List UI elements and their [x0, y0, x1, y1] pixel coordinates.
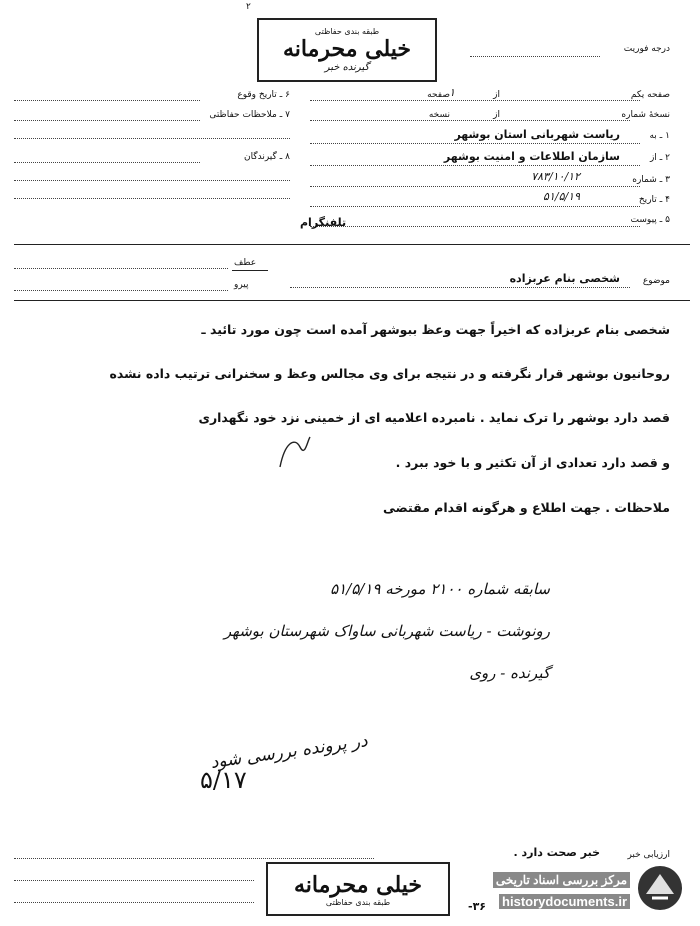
from-label: ۲ ـ از: [649, 153, 670, 163]
from-line: [310, 165, 640, 166]
subject-value: شخصی بنام عربزاده: [509, 272, 620, 285]
stamp-top-main: خیلی محرمانه: [282, 36, 412, 62]
priority-line: [470, 56, 600, 57]
number-line: [310, 186, 640, 187]
page-line: [310, 100, 640, 101]
copy-from-label: از: [493, 110, 500, 120]
field-8-label: ۸ ـ گیرندگان: [243, 152, 290, 162]
stamp-bottom-sub: طبقه بندی حفاظتی: [325, 897, 391, 907]
field-8-line-3: [14, 198, 290, 199]
priority-label: درجه فوریت: [623, 44, 670, 54]
field-8-line-2: [14, 180, 290, 181]
header-divider: [14, 244, 690, 245]
stamp-top-sub: طبقه بندی حفاظتی: [314, 27, 380, 36]
body-line-1: شخصی بنام عربزاده که اخیراً جهت وعظ ببوشهر آمده است چون مورد تائید ـ: [201, 322, 670, 337]
field-8-line: [14, 162, 200, 163]
filing-divider: [232, 270, 268, 271]
classification-stamp-top: [257, 18, 437, 82]
number-label: ۳ ـ شماره: [632, 175, 670, 185]
date-label: ۴ ـ تاریخ: [638, 195, 670, 205]
copy-number-label: نسخهٔ شماره: [621, 110, 670, 120]
handwritten-line-1: سابقه شماره ۲۱۰۰ مورخه ۵۱/۵/۱۹: [330, 580, 550, 598]
evaluation-label: ارزیابی خبر: [627, 850, 670, 860]
handwritten-line-3: گیرنده - روی: [469, 664, 550, 682]
page-word-label: صفحه: [427, 90, 450, 100]
subject-divider: [14, 300, 690, 301]
field-6-label: ۶ ـ تاریخ وقوع: [237, 90, 290, 100]
top-mark: ۲: [246, 2, 251, 12]
watermark: [436, 858, 688, 916]
attachment-line: [310, 226, 640, 227]
subject-label: موضوع: [642, 276, 670, 286]
evaluation-value: خبر صحت دارد .: [513, 846, 600, 859]
date-value: ۵۱/۵/۱۹: [543, 190, 580, 203]
filing-follow-label: پیرو: [234, 280, 249, 290]
number-value: ۷۸۳/۱۰/۱۲: [531, 170, 580, 183]
date-line: [310, 206, 640, 207]
evaluation-line: [14, 858, 374, 859]
to-label: ۱ ـ به: [649, 131, 670, 141]
body-line-3: قصد دارد بوشهر را ترک نماید . نامبرده اعلامیه ای از خمینی نزد خود نگهداری: [198, 410, 670, 425]
field-7-line: [14, 120, 200, 121]
page-from-label: از: [493, 90, 500, 100]
to-line: [310, 143, 640, 144]
stamp-top-handwritten: گیرنده خبر: [324, 62, 370, 73]
copy-word-label: نسخه: [428, 110, 450, 120]
watermark-url: historydocuments.ir: [499, 894, 630, 909]
handwritten-scribble: [275, 432, 315, 472]
subject-line: [290, 287, 630, 288]
from-value: سازمان اطلاعات و امنیت بوشهر: [443, 150, 620, 163]
filing-ref-line: [14, 268, 228, 269]
footer-line-2: [14, 880, 254, 881]
body-line-2: روحانیون بوشهر قرار نگرفته و در نتیجه برای وی مجالس وعظ و سخنرانی ترتیب داده نشده: [109, 366, 670, 381]
body-line-5: ملاحظات . جهت اطلاع و هرگونه اقدام مقتضی: [383, 500, 670, 515]
filing-follow-line: [14, 290, 228, 291]
footer-number: -۳۶: [468, 900, 486, 913]
document-type: تلفنگرام: [300, 216, 347, 229]
stamp-bottom-main: خیلی محرمانه: [293, 871, 423, 898]
page-count-handwritten: ۱: [449, 86, 455, 99]
watermark-title: مرکز بررسی اسناد تاریخی: [493, 872, 630, 888]
field-7-label: ۷ ـ ملاحظات حفاظتی: [209, 110, 290, 120]
page-one-label: صفحه یکم: [630, 90, 670, 100]
attachment-label: ۵ ـ پیوست: [630, 215, 670, 225]
copy-line: [310, 120, 630, 121]
filing-ref-label: عطف: [234, 258, 257, 268]
to-value: ریاست شهربانی استان بوشهر: [454, 128, 620, 141]
body-line-4: و قصد دارد تعدادی از آن تکثیر و با خود ببرد .: [395, 455, 670, 470]
handwritten-line-2: رونوشت - ریاست شهربانی ساواک شهرستان بوشهر: [224, 622, 550, 640]
handwritten-fraction: ۵/۱۷: [200, 766, 247, 794]
handwritten-note: در پرونده بررسی شود: [209, 731, 369, 773]
classification-stamp-bottom: [266, 862, 450, 916]
field-6-line: [14, 100, 200, 101]
field-7-line-2: [14, 138, 290, 139]
footer-line-3: [14, 902, 254, 903]
watermark-logo-icon: [636, 864, 684, 912]
